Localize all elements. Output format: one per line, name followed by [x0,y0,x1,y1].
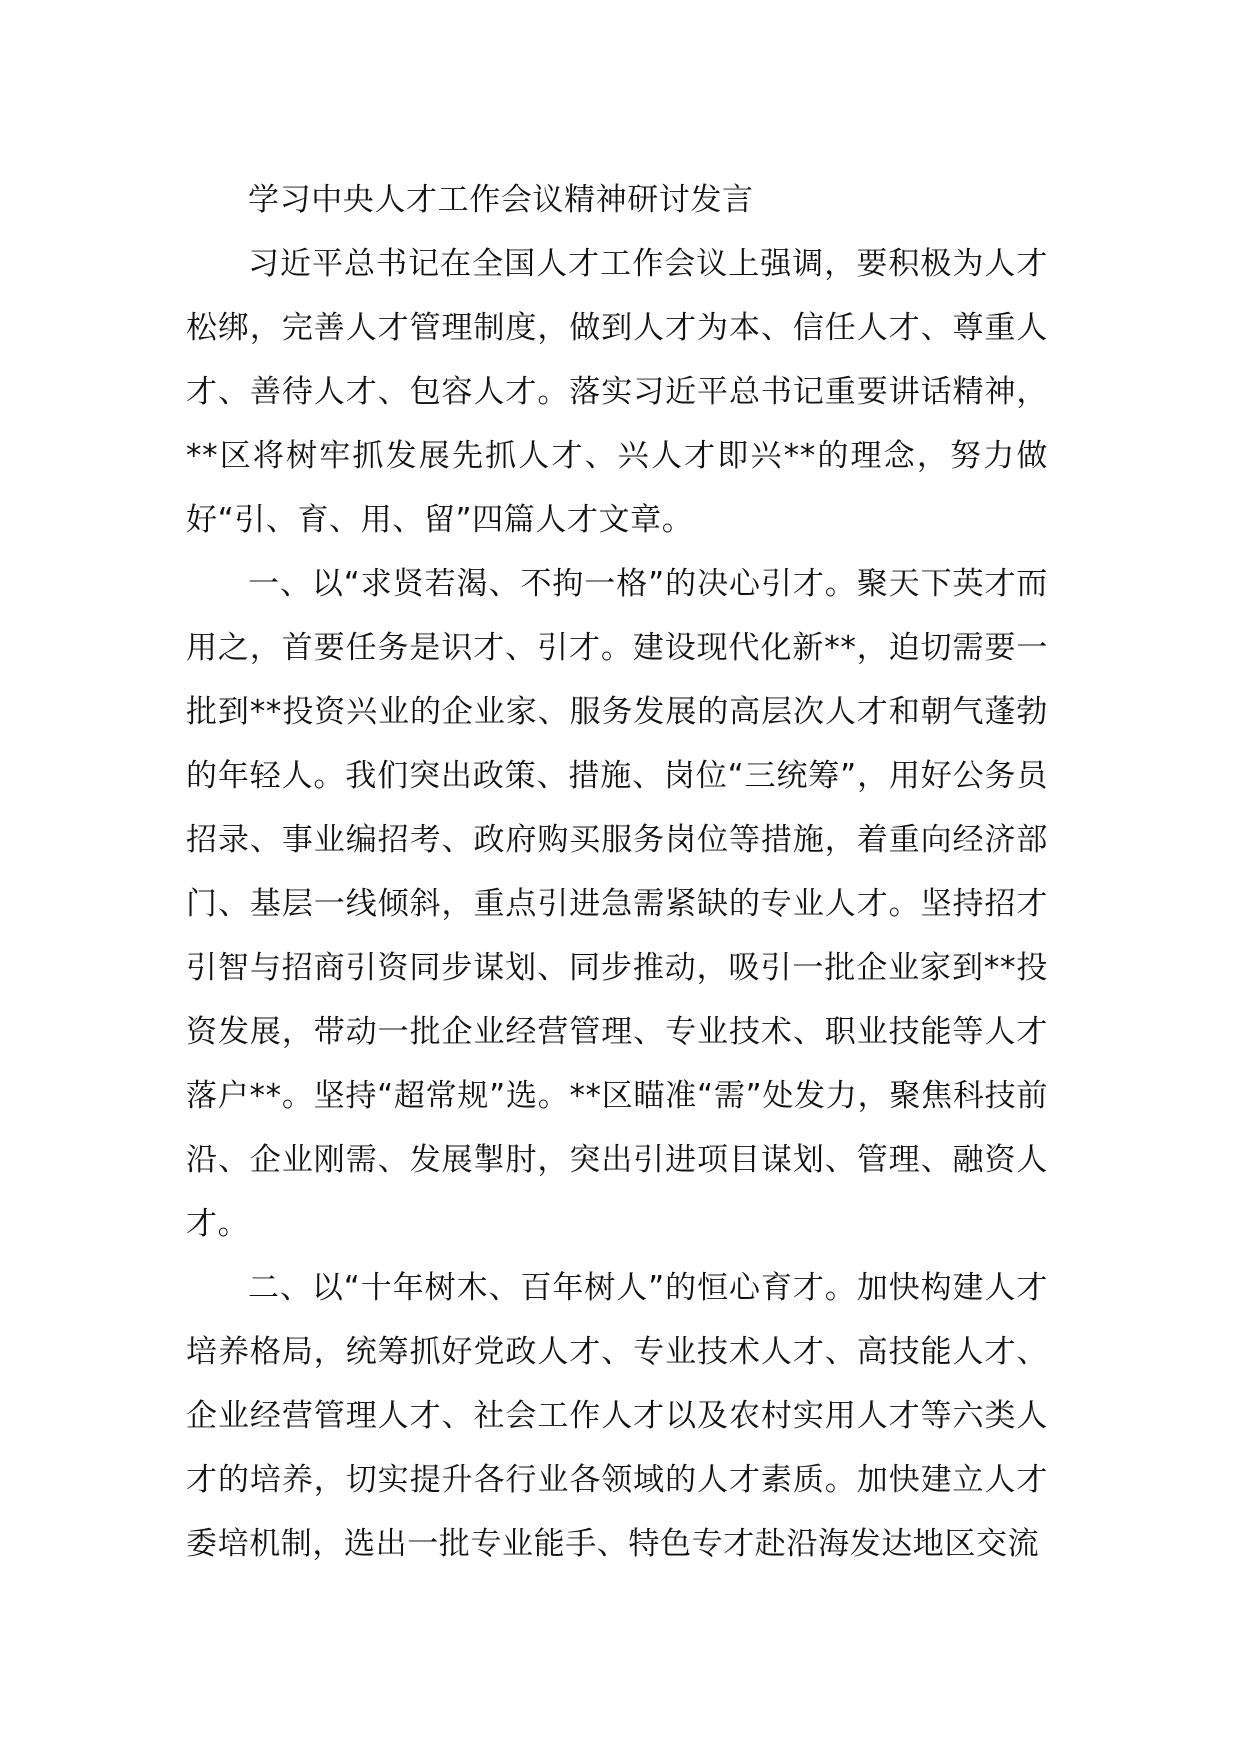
paragraph-intro: 习近平总书记在全国人才工作会议上强调，要积极为人才松绑，完善人才管理制度，做到人才为本、信任人才、尊重人才、善待人才、包容人才。落实习近平总书记重要讲话精神，**区将树牢抓发展先抓人才、兴人才即兴**的理念，努力做好“引、育、用、留”四篇人才文章。 [186,246,1048,538]
document-body [186,168,1048,1576]
document-title: 学习中央人才工作会议精神研讨发言 [248,182,754,218]
paragraph-section-2: 二、以“十年树木、百年树人”的恒心育才。加快构建人才培养格局，统筹抓好党政人才、专业技术人才、高技能人才、企业经营管理人才、社会工作人才以及农村实用人才等六类人才的培养，切实提升各行业各领域的人才素质。加快建立人才委培机制，选出一批专业能手、特色专才赴沿海发达地区交流 [186,1270,1048,1562]
paragraph-section-1: 一、以“求贤若渴、不拘一格”的决心引才。聚天下英才而用之，首要任务是识才、引才。建设现代化新**，迫切需要一批到**投资兴业的企业家、服务发展的高层次人才和朝气蓬勃的年轻人。我们突出政策、措施、岗位“三统筹”，用好公务员招录、事业编招考、政府购买服务岗位等措施，着重向经济部门、基层一线倾斜，重点引进急需紧缺的专业人才。坚持招才引智与招商引资同步谋划、同步推动，吸引一批企业家到**投资发展，带动一批企业经营管理、专业技术、职业技能等人才落户**。坚持“超常规”选。**区瞄准“需”处发力，聚焦科技前沿、企业刚需、发展掣肘，突出引进项目谋划、管理、融资人才。 [186,566,1049,1242]
